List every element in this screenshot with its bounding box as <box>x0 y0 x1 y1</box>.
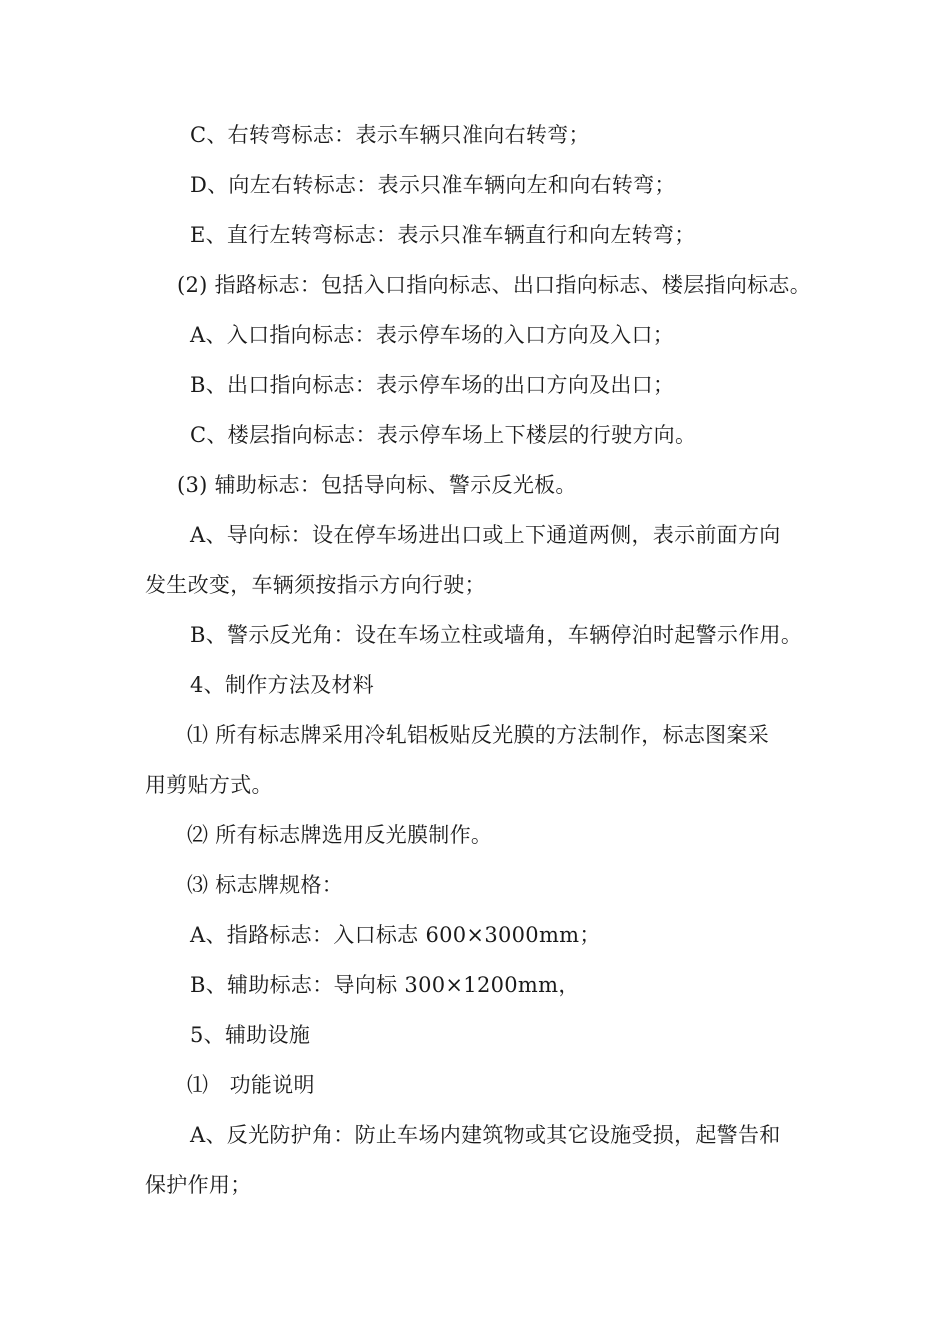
text-line: A、反光防护角：防止车场内建筑物或其它设施受损，起警告和 <box>190 1123 781 1147</box>
text-line: A、入口指向标志：表示停车场的入口方向及入口； <box>190 323 675 347</box>
text-line: 5、辅助设施 <box>190 1023 311 1047</box>
text-line: D、向左右转标志：表示只准车辆向左和向右转弯； <box>190 173 676 197</box>
text-line: B、出口指向标志：表示停车场的出口方向及出口； <box>190 373 675 397</box>
text-line: (3) 辅助标志：包括导向标、警示反光板。 <box>177 473 577 497</box>
text-line: B、警示反光角：设在车场立柱或墙角，车辆停泊时起警示作用。 <box>190 623 803 647</box>
text-line: C、楼层指向标志：表示停车场上下楼层的行驶方向。 <box>190 423 697 447</box>
text-line: ⑴ 功能说明 <box>187 1073 315 1097</box>
text-line: A、导向标：设在停车场进出口或上下通道两侧，表示前面方向 <box>190 523 781 547</box>
text-line: (2) 指路标志：包括入口指向标志、出口指向标志、楼层指向标志。 <box>177 273 812 297</box>
text-line: B、辅助标志：导向标 300×1200mm， <box>190 973 580 997</box>
text-line: 保护作用； <box>145 1173 252 1197</box>
text-line: 4、制作方法及材料 <box>190 673 375 697</box>
text-line: ⑵ 所有标志牌选用反光膜制作。 <box>187 823 493 847</box>
text-line: 发生改变，车辆须按指示方向行驶； <box>145 573 486 597</box>
text-line: E、直行左转弯标志：表示只准车辆直行和向左转弯； <box>190 223 696 247</box>
text-line: C、右转弯标志：表示车辆只准向右转弯； <box>190 123 590 147</box>
text-line: ⑴ 所有标志牌采用冷轧铝板贴反光膜的方法制作，标志图案采 <box>187 723 770 747</box>
text-line: ⑶ 标志牌规格： <box>187 873 344 897</box>
text-line: 用剪贴方式。 <box>145 773 273 797</box>
text-line: A、指路标志：入口标志 600×3000mm； <box>190 923 601 947</box>
